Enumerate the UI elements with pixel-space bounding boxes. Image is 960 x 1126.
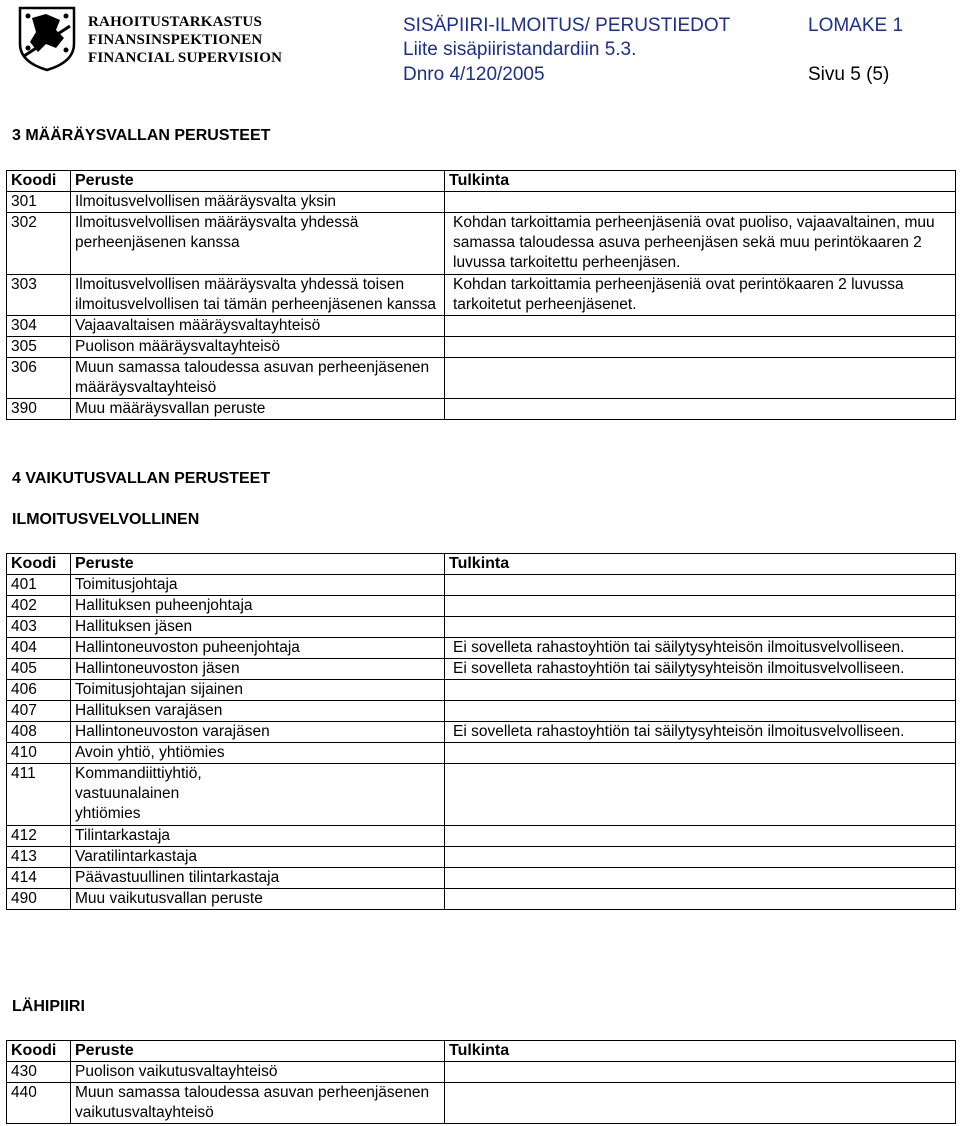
basis-cell: Muun samassa taloudessa asuvan perheenjäsenen määräysvaltayhteisö <box>71 358 445 399</box>
influence-basis-table <box>6 553 956 910</box>
col-header-basis: Peruste <box>71 554 445 575</box>
table-row <box>7 701 956 722</box>
interp-cell <box>445 617 956 638</box>
table-row <box>7 192 956 213</box>
col-header-interp: Tulkinta <box>445 171 956 192</box>
table-row <box>7 680 956 701</box>
code-cell: 408 <box>7 722 71 743</box>
basis-cell: Vajaavaltaisen määräysvaltayhteisö <box>71 316 445 337</box>
table-header-row <box>7 1041 956 1062</box>
col-header-code: Koodi <box>7 554 71 575</box>
code-cell: 412 <box>7 826 71 847</box>
table-row <box>7 575 956 596</box>
code-cell: 402 <box>7 596 71 617</box>
control-basis-table <box>6 170 956 420</box>
code-cell: 404 <box>7 638 71 659</box>
code-cell: 401 <box>7 575 71 596</box>
basis-cell: Hallintoneuvoston varajäsen <box>71 722 445 743</box>
basis-cell: Varatilintarkastaja <box>71 847 445 868</box>
code-cell: 390 <box>7 399 71 420</box>
appendix-note: Liite sisäpiiristandardiin 5.3. <box>403 39 637 60</box>
table-row <box>7 826 956 847</box>
table-row <box>7 1062 956 1083</box>
table-row <box>7 638 956 659</box>
table-row <box>7 399 956 420</box>
table-row <box>7 617 956 638</box>
interp-cell: Ei sovelleta rahastoyhtiön tai säilytysyhteisön ilmoitusvelvolliseen. <box>445 722 956 743</box>
interp-cell <box>445 743 956 764</box>
basis-cell: Puolison määräysvaltayhteisö <box>71 337 445 358</box>
col-header-basis: Peruste <box>71 171 445 192</box>
table-row <box>7 847 956 868</box>
interp-cell <box>445 399 956 420</box>
code-cell: 411 <box>7 764 71 826</box>
interp-cell <box>445 701 956 722</box>
form-title: SISÄPIIRI-ILMOITUS/ PERUSTIEDOT <box>403 15 731 36</box>
col-header-interp: Tulkinta <box>445 1041 956 1062</box>
basis-cell: Ilmoitusvelvollisen määräysvalta yhdessä perheenjäsenen kanssa <box>71 213 445 275</box>
table-row <box>7 316 956 337</box>
org-name-sv: FINANSINSPEKTIONEN <box>88 32 263 48</box>
basis-cell: Toimitusjohtajan sijainen <box>71 680 445 701</box>
interp-cell <box>445 1083 956 1124</box>
code-cell: 410 <box>7 743 71 764</box>
interp-cell <box>445 826 956 847</box>
table-header-row <box>7 171 956 192</box>
basis-cell: Tilintarkastaja <box>71 826 445 847</box>
table-row <box>7 275 956 316</box>
interp-cell: Kohdan tarkoittamia perheenjäseniä ovat perintökaaren 2 luvussa tarkoitetut perheenjäsenet. <box>445 275 956 316</box>
basis-cell: Päävastuullinen tilintarkastaja <box>71 868 445 889</box>
code-cell: 407 <box>7 701 71 722</box>
code-cell: 303 <box>7 275 71 316</box>
org-name-en: FINANCIAL SUPERVISION <box>88 50 283 66</box>
basis-cell: Hallintoneuvoston puheenjohtaja <box>71 638 445 659</box>
basis-cell: Hallituksen varajäsen <box>71 701 445 722</box>
code-cell: 403 <box>7 617 71 638</box>
basis-cell: Ilmoitusvelvollisen määräysvalta yhdessä toisen ilmoitusvelvollisen tai tämän perheenjäsenen kanssa <box>71 275 445 316</box>
interp-cell: Ei sovelleta rahastoyhtiön tai säilytysyhteisön ilmoitusvelvolliseen. <box>445 659 956 680</box>
code-cell: 490 <box>7 889 71 910</box>
table-row <box>7 596 956 617</box>
interp-cell <box>445 847 956 868</box>
code-cell: 405 <box>7 659 71 680</box>
table-row <box>7 659 956 680</box>
code-cell: 301 <box>7 192 71 213</box>
interp-cell <box>445 358 956 399</box>
table-row <box>7 868 956 889</box>
code-cell: 305 <box>7 337 71 358</box>
interp-cell <box>445 337 956 358</box>
code-cell: 302 <box>7 213 71 275</box>
basis-cell: Muu vaikutusvallan peruste <box>71 889 445 910</box>
basis-cell: Muu määräysvallan peruste <box>71 399 445 420</box>
interp-cell <box>445 868 956 889</box>
table-row <box>7 743 956 764</box>
form-id: LOMAKE 1 <box>808 15 904 36</box>
lahipiiri-title: LÄHIPIIRI <box>12 998 85 1015</box>
table-row <box>7 889 956 910</box>
basis-cell: Puolison vaikutusvaltayhteisö <box>71 1062 445 1083</box>
col-header-code: Koodi <box>7 171 71 192</box>
col-header-code: Koodi <box>7 1041 71 1062</box>
col-header-interp: Tulkinta <box>445 554 956 575</box>
interp-cell <box>445 1062 956 1083</box>
code-cell: 440 <box>7 1083 71 1124</box>
basis-cell: Toimitusjohtaja <box>71 575 445 596</box>
code-cell: 414 <box>7 868 71 889</box>
basis-cell: Muun samassa taloudessa asuvan perheenjäsenen vaikutusvaltayhteisö <box>71 1083 445 1124</box>
interp-cell <box>445 596 956 617</box>
interp-cell <box>445 192 956 213</box>
record-number: Dnro 4/120/2005 <box>403 64 545 85</box>
basis-cell: Avoin yhtiö, yhtiömies <box>71 743 445 764</box>
table-row <box>7 722 956 743</box>
col-header-basis: Peruste <box>71 1041 445 1062</box>
table-header-row <box>7 554 956 575</box>
coat-of-arms-logo <box>12 4 82 72</box>
code-cell: 430 <box>7 1062 71 1083</box>
interp-cell <box>445 316 956 337</box>
table-row <box>7 213 956 275</box>
section-4-title: 4 VAIKUTUSVALLAN PERUSTEET <box>12 470 271 487</box>
basis-cell: Hallituksen puheenjohtaja <box>71 596 445 617</box>
table-row <box>7 764 956 826</box>
interp-cell <box>445 575 956 596</box>
section-3-title: 3 MÄÄRÄYSVALLAN PERUSTEET <box>12 127 271 144</box>
section-4-subtitle: ILMOITUSVELVOLLINEN <box>12 511 200 528</box>
related-party-table <box>6 1040 956 1124</box>
basis-cell: Hallintoneuvoston jäsen <box>71 659 445 680</box>
org-name-fi: RAHOITUSTARKASTUS <box>88 14 262 30</box>
code-cell: 306 <box>7 358 71 399</box>
basis-cell: Ilmoitusvelvollisen määräysvalta yksin <box>71 192 445 213</box>
code-cell: 304 <box>7 316 71 337</box>
code-cell: 413 <box>7 847 71 868</box>
table-row <box>7 337 956 358</box>
interp-cell: Ei sovelleta rahastoyhtiön tai säilytysyhteisön ilmoitusvelvolliseen. <box>445 638 956 659</box>
interp-cell <box>445 764 956 826</box>
code-cell: 406 <box>7 680 71 701</box>
page-number: Sivu 5 (5) <box>808 64 890 85</box>
interp-cell <box>445 889 956 910</box>
basis-cell: Kommandiittiyhtiö, vastuunalainen yhtiömies <box>71 764 445 826</box>
table-row <box>7 1083 956 1124</box>
basis-cell: Hallituksen jäsen <box>71 617 445 638</box>
table-row <box>7 358 956 399</box>
interp-cell: Kohdan tarkoittamia perheenjäseniä ovat puoliso, vajaavaltainen, muu samassa taloudessa asuva perheenjäsen sekä muu perintökaaren 2 luvussa tarkoitettu perheenjäsen. <box>445 213 956 275</box>
interp-cell <box>445 680 956 701</box>
